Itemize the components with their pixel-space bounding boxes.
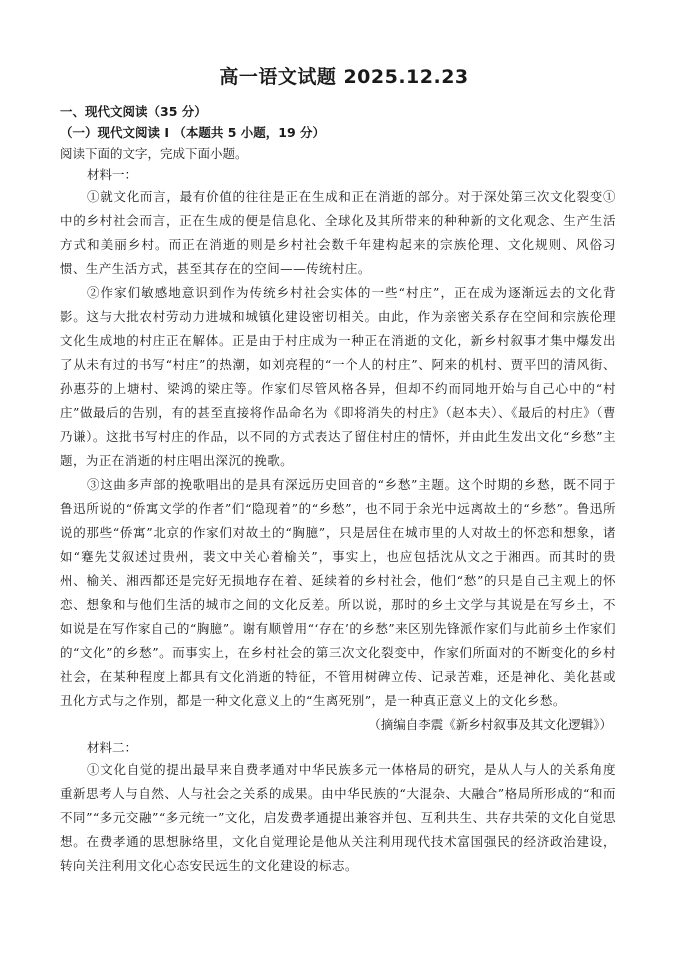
material-two-label: 材料二：: [87, 740, 138, 755]
material-two-paragraph: ①文化自觉的提出最早来自费孝通对中华民族多元一体格局的研究，是从人与人的关系角度重新思考人与自然、人与社会之关系的成果。由中华民族的“大混杂、大融合”格局所形成的“和而不同”“多元交融”“多元统一”文化，启发费孝通提出兼容并包、互利共生、共存共荣的文化自觉思想。在费孝通的思想脉络里，文化自觉理论是他从关注利用现代技术富国强民的经济政治建设，转向关注利用文化心态安民远生的文化建设的标志。: [60, 762, 616, 873]
instruction-text: 阅读下面的文字，完成下面小题。: [60, 146, 248, 161]
page-title: 高一语文试题 2025.12.23: [219, 66, 469, 88]
material-one-paragraph: ①就文化而言，最有价值的往往是正在生成和正在消逝的部分。对于深处第三次文化裂变①中的乡村社会而言，正在生成的便是信息化、全球化及其所带来的种种新的文化观念、生产生活方式和美丽乡村。而正在消逝的则是乡村社会数千年建构起来的宗族伦理、文化规则、风俗习惯、生产生活方式，甚至其存在的空间——传统村庄。: [60, 189, 616, 276]
subsection-heading: （一）现代文阅读 I （本题共 5 小题，19 分）: [60, 125, 326, 140]
material-one-paragraph: ②作家们敏感地意识到作为传统乡村社会实体的一些“村庄”，正在成为逐渐远去的文化背影。这与大批农村劳动力进城和城镇化建设密切相关。由此，作为亲密关系存在空间和宗族伦理文化生成地的村庄正在解体。正是由于村庄成为一种正在消逝的文化，新乡村叙事才集中爆发出了从未有过的书写“村庄”的热潮，如刘亮程的“一个人的村庄”、阿来的机村、贾平凹的清风街、孙惠芬的上塘村、梁鸿的梁庄等。作家们尽管风格各异，但却不约而同地开始与自己心中的“村庄”做最后的告别，有的甚至直接将作品命名为《即将消失的村庄》（赵本夫）、《最后的村庄》（曹乃谦）。这批书写村庄的作品，以不同的方式表达了留住村庄的情怀，并由此生发出文化“乡愁”主题，为正在消逝的村庄唱出深沉的挽歌。: [60, 285, 616, 468]
section-heading: 一、现代文阅读（35 分）: [60, 104, 207, 119]
material-one-label: 材料一：: [87, 167, 138, 182]
material-one-source: （摘编自李震《新乡村叙事及其文化逻辑》）: [368, 717, 612, 732]
material-one-paragraph: ③这曲多声部的挽歌唱出的是具有深远历史回音的“乡愁”主题。这个时期的乡愁，既不同于鲁迅所说的“侨寓文学的作者”们“隐现着”的“乡愁”，也不同于余光中远离故土的“乡愁”。鲁迅所说的那些“侨寓”北京的作家们对故土的“胸臆”，只是居住在城市里的人对故土的怀恋和想象，诸如“蹇先艾叙述过贵州，裴文中关心着榆关”，事实上，也应包括沈从文之于湘西。而其时的贵州、榆关、湘西都还是完好无损地存在着、延续着的乡村社会，他们“愁”的只是自己主观上的怀恋、想象和与他们生活的城市之间的文化反差。所以说，那时的乡土文学与其说是在写乡土，不如说是在写作家自己的“胸臆”。谢有顺曾用“‘存在’的乡愁”来区别先锋派作家们与此前乡土作家们的“文化”的乡愁”。而事实上，在乡村社会的第三次文化裂变中，作家们所面对的不断变化的乡村社会，在某种程度上都具有文化消逝的特征，不管用树碑立传、记录苦难，还是神化、美化甚或丑化方式与之作别，都是一种文化意义上的“生离死别”，是一种真正意义上的文化乡愁。: [60, 477, 616, 708]
